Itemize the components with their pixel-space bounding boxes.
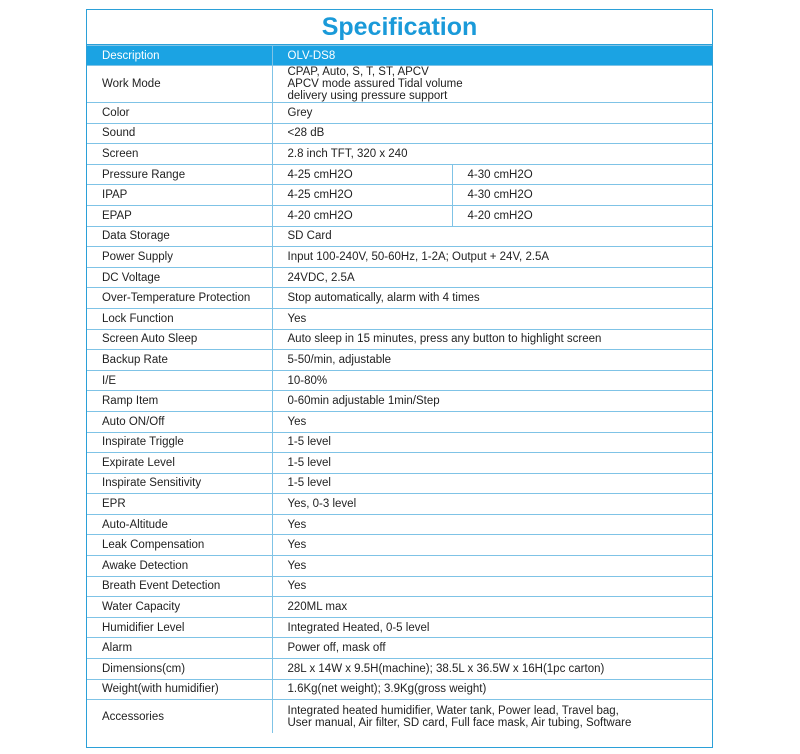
table-row	[87, 411, 712, 432]
spec-label: Humidifier Level	[87, 617, 272, 638]
spec-label: Auto ON/Off	[87, 411, 272, 432]
spec-label: Screen	[87, 144, 272, 165]
spec-value: Yes, 0-3 level	[272, 494, 712, 515]
spec-value: 10-80%	[272, 370, 712, 391]
spec-label: Lock Function	[87, 308, 272, 329]
spec-value: 28L x 14W x 9.5H(machine); 38.5L x 36.5W x 16H(1pc carton)	[272, 659, 712, 680]
table-row	[87, 576, 712, 597]
table-row	[87, 659, 712, 680]
spec-label: Expirate Level	[87, 453, 272, 474]
spec-label: Data Storage	[87, 226, 272, 247]
table-row	[87, 535, 712, 556]
spec-value: SD Card	[272, 226, 712, 247]
spec-label: Dimensions(cm)	[87, 659, 272, 680]
header-model: OLV-DS8	[272, 46, 712, 66]
table-row	[87, 679, 712, 700]
spec-label: Water Capacity	[87, 597, 272, 618]
table-row	[87, 473, 712, 494]
spec-value-alt: 4-30 cmH2O	[452, 164, 712, 185]
spec-value-alt: 4-20 cmH2O	[452, 205, 712, 226]
spec-label: Backup Rate	[87, 350, 272, 371]
spec-label: Awake Detection	[87, 556, 272, 577]
table-row	[87, 308, 712, 329]
spec-value: 0-60min adjustable 1min/Step	[272, 391, 712, 412]
table-row	[87, 638, 712, 659]
spec-label: Color	[87, 103, 272, 124]
spec-label: Over-Temperature Protection	[87, 288, 272, 309]
spec-value: 4-25 cmH2O	[272, 185, 452, 206]
spec-label: Breath Event Detection	[87, 576, 272, 597]
spec-value: Yes	[272, 308, 712, 329]
spec-value: Stop automatically, alarm with 4 times	[272, 288, 712, 309]
spec-value: Input 100-240V, 50-60Hz, 1-2A; Output + 24V, 2.5A	[272, 247, 712, 268]
spec-label: Screen Auto Sleep	[87, 329, 272, 350]
spec-table	[87, 45, 712, 733]
table-row	[87, 66, 712, 103]
table-row	[87, 700, 712, 734]
table-row	[87, 494, 712, 515]
spec-value: Auto sleep in 15 minutes, press any button to highlight screen	[272, 329, 712, 350]
spec-label: Inspirate Sensitivity	[87, 473, 272, 494]
spec-label: Leak Compensation	[87, 535, 272, 556]
table-row	[87, 556, 712, 577]
table-row	[87, 350, 712, 371]
spec-value: 4-20 cmH2O	[272, 205, 452, 226]
spec-label: EPAP	[87, 205, 272, 226]
spec-value: Yes	[272, 411, 712, 432]
table-row	[87, 453, 712, 474]
table-row	[87, 185, 712, 206]
spec-value: Yes	[272, 514, 712, 535]
spec-value: 220ML max	[272, 597, 712, 618]
spec-value: 4-25 cmH2O	[272, 164, 452, 185]
spec-value: Power off, mask off	[272, 638, 712, 659]
header-label: Description	[87, 46, 272, 66]
spec-label: EPR	[87, 494, 272, 515]
table-header-row	[87, 46, 712, 66]
spec-value: Grey	[272, 103, 712, 124]
table-row	[87, 288, 712, 309]
spec-value: 1-5 level	[272, 473, 712, 494]
spec-label: Inspirate Triggle	[87, 432, 272, 453]
spec-value: <28 dB	[272, 123, 712, 144]
spec-label: Weight(with humidifier)	[87, 679, 272, 700]
table-row	[87, 226, 712, 247]
spec-value: 5-50/min, adjustable	[272, 350, 712, 371]
spec-value: 1-5 level	[272, 453, 712, 474]
table-row	[87, 329, 712, 350]
spec-value: Integrated heated humidifier, Water tank, Power lead, Travel bag, User manual, Air filter, SD card, Full face mask, Air tubing, Software	[272, 700, 712, 734]
spec-label: Pressure Range	[87, 164, 272, 185]
table-row	[87, 247, 712, 268]
spec-label: Auto-Altitude	[87, 514, 272, 535]
spec-label: DC Voltage	[87, 267, 272, 288]
table-row	[87, 267, 712, 288]
spec-value: Integrated Heated, 0-5 level	[272, 617, 712, 638]
spec-value: 1.6Kg(net weight); 3.9Kg(gross weight)	[272, 679, 712, 700]
spec-value-alt: 4-30 cmH2O	[452, 185, 712, 206]
spec-label: Sound	[87, 123, 272, 144]
spec-label: Alarm	[87, 638, 272, 659]
spec-value: Yes	[272, 556, 712, 577]
spec-value: 24VDC, 2.5A	[272, 267, 712, 288]
spec-label: Accessories	[87, 700, 272, 734]
table-row	[87, 617, 712, 638]
table-row	[87, 391, 712, 412]
table-row	[87, 597, 712, 618]
table-row	[87, 514, 712, 535]
spec-label: I/E	[87, 370, 272, 391]
spec-value: 1-5 level	[272, 432, 712, 453]
spec-label: Power Supply	[87, 247, 272, 268]
table-row	[87, 164, 712, 185]
table-row	[87, 103, 712, 124]
spec-value: CPAP, Auto, S, T, ST, APCV APCV mode assured Tidal volume delivery using pressure support	[272, 66, 712, 103]
table-row	[87, 144, 712, 165]
spec-value: 2.8 inch TFT, 320 x 240	[272, 144, 712, 165]
table-row	[87, 205, 712, 226]
spec-value: Yes	[272, 535, 712, 556]
specification-sheet	[86, 9, 713, 748]
spec-value: Yes	[272, 576, 712, 597]
table-row	[87, 123, 712, 144]
table-row	[87, 432, 712, 453]
spec-label: Work Mode	[87, 66, 272, 103]
spec-label: IPAP	[87, 185, 272, 206]
page-title: Specification	[87, 10, 712, 45]
table-row	[87, 370, 712, 391]
spec-label: Ramp Item	[87, 391, 272, 412]
